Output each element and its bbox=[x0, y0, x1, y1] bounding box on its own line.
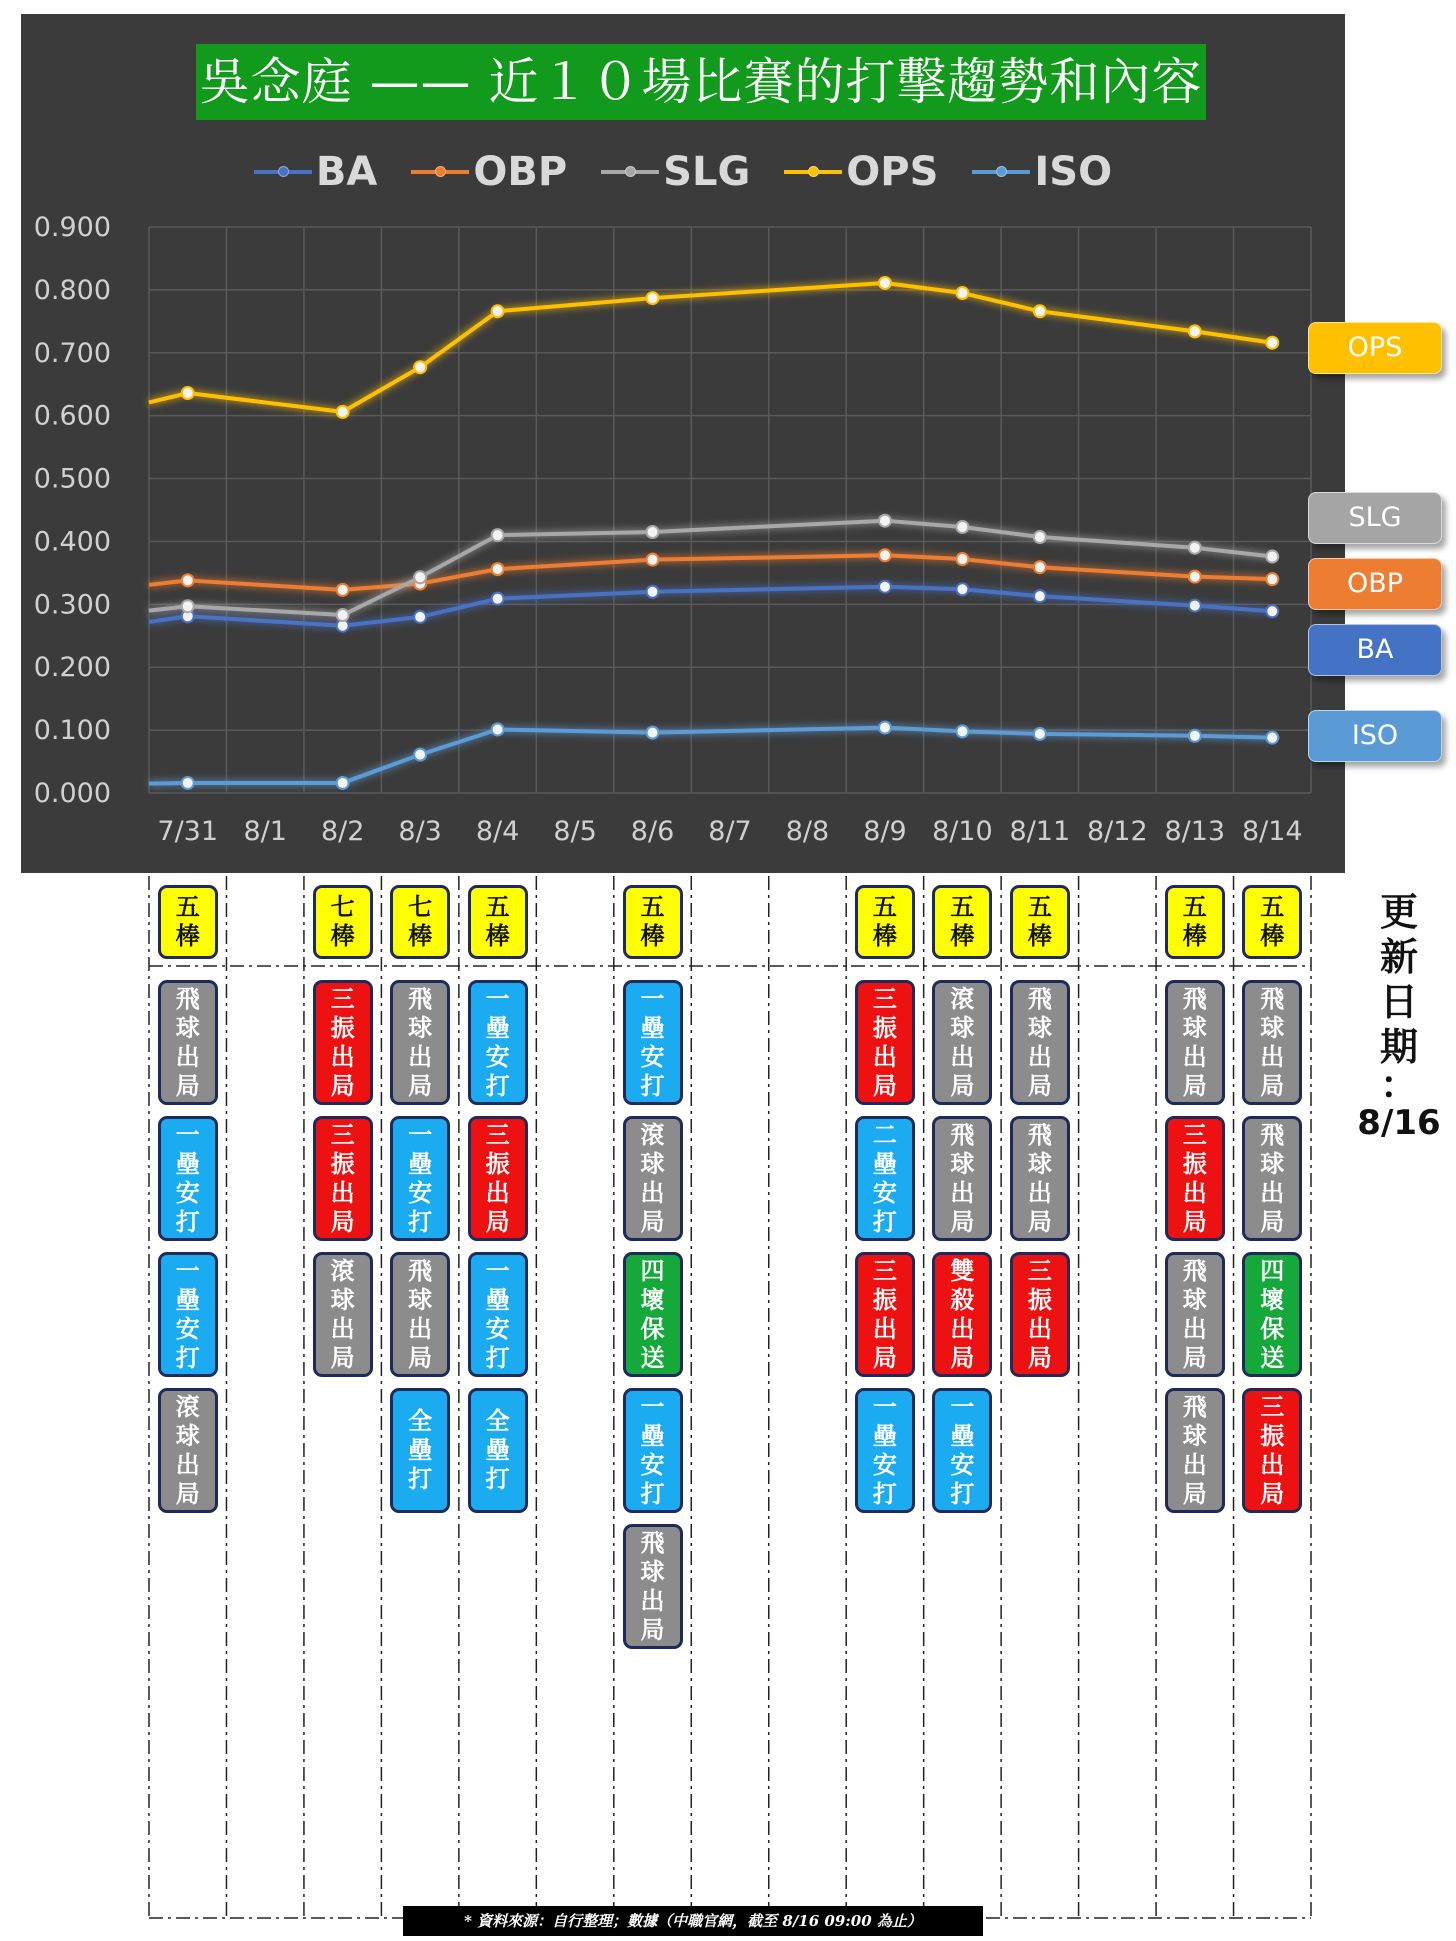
batting-order-badge: 五 棒 bbox=[1010, 885, 1070, 959]
legend-label: OBP bbox=[473, 149, 568, 195]
legend-label: BA bbox=[315, 149, 378, 195]
x-tick-label: 8/6 bbox=[630, 816, 675, 847]
update-date-colon: ： bbox=[1379, 1063, 1418, 1107]
y-tick-label: 0.500 bbox=[33, 463, 111, 495]
at-bat-result-badge: 滾 球 出 局 bbox=[623, 1116, 683, 1241]
batting-order-badge: 七 棒 bbox=[313, 885, 373, 959]
at-bat-result-badge: 飛 球 出 局 bbox=[1010, 980, 1070, 1105]
x-tick-label: 8/11 bbox=[1009, 816, 1071, 847]
at-bat-result-badge: 雙 殺 出 局 bbox=[932, 1252, 992, 1377]
y-tick-label: 0.700 bbox=[33, 337, 111, 369]
x-tick-label: 8/5 bbox=[553, 816, 597, 847]
at-bat-result-badge: 飛 球 出 局 bbox=[1010, 1116, 1070, 1241]
at-bat-result-badge: 三 振 出 局 bbox=[855, 1252, 915, 1377]
y-tick-label: 0.200 bbox=[33, 652, 111, 684]
at-bat-result-badge: 四 壞 保 送 bbox=[623, 1252, 683, 1377]
at-bat-result-badge: 一 壘 安 打 bbox=[855, 1388, 915, 1513]
end-label-iso: ISO bbox=[1308, 710, 1442, 762]
x-tick-label: 8/8 bbox=[785, 816, 830, 847]
source-note: * 資料來源：自行整理；數據（中職官網，截至 8/16 09:00 為止） bbox=[403, 1906, 983, 1936]
at-bat-result-badge: 三 振 出 局 bbox=[1242, 1388, 1302, 1513]
batting-order-badge: 五 棒 bbox=[1242, 885, 1302, 959]
at-bat-result-badge: 一 壘 安 打 bbox=[623, 980, 683, 1105]
chart-title: 吳念庭 —— 近１０場比賽的打擊趨勢和內容 bbox=[196, 44, 1206, 120]
update-date-label: 更 新 日 期 bbox=[1379, 890, 1418, 1069]
batting-order-badge: 五 棒 bbox=[623, 885, 683, 959]
at-bat-result-badge: 三 振 出 局 bbox=[468, 1116, 528, 1241]
legend-label: ISO bbox=[1034, 149, 1113, 195]
batting-order-badge: 五 棒 bbox=[158, 885, 218, 959]
at-bat-result-badge: 飛 球 出 局 bbox=[158, 980, 218, 1105]
at-bat-result-badge: 一 壘 安 打 bbox=[623, 1388, 683, 1513]
at-bat-result-badge: 滾 球 出 局 bbox=[158, 1388, 218, 1513]
batting-order-badge: 七 棒 bbox=[390, 885, 450, 959]
x-tick-label: 8/9 bbox=[863, 816, 907, 847]
at-bat-result-badge: 飛 球 出 局 bbox=[1242, 980, 1302, 1105]
at-bat-result-badge: 飛 球 出 局 bbox=[1165, 980, 1225, 1105]
end-label-slg: SLG bbox=[1308, 492, 1442, 544]
at-bat-result-badge: 飛 球 出 局 bbox=[932, 1116, 992, 1241]
at-bat-result-badge: 一 壘 安 打 bbox=[468, 980, 528, 1105]
at-bat-result-badge: 三 振 出 局 bbox=[1165, 1116, 1225, 1241]
batting-order-badge: 五 棒 bbox=[932, 885, 992, 959]
at-bat-result-badge: 一 壘 安 打 bbox=[390, 1116, 450, 1241]
y-tick-label: 0.900 bbox=[33, 212, 111, 243]
at-bat-result-badge: 一 壘 安 打 bbox=[932, 1388, 992, 1513]
legend-label: SLG bbox=[663, 149, 751, 195]
at-bat-result-badge: 三 振 出 局 bbox=[855, 980, 915, 1105]
at-bat-result-badge: 三 振 出 局 bbox=[313, 980, 373, 1105]
x-tick-label: 8/4 bbox=[475, 816, 520, 847]
y-tick-label: 0.000 bbox=[33, 778, 111, 809]
at-bat-result-badge: 飛 球 出 局 bbox=[390, 1252, 450, 1377]
at-bat-result-badge: 滾 球 出 局 bbox=[932, 980, 992, 1105]
end-label-ba: BA bbox=[1308, 624, 1442, 676]
y-tick-label: 0.300 bbox=[33, 589, 111, 621]
update-date bbox=[1354, 890, 1444, 1146]
at-bat-result-badge: 滾 球 出 局 bbox=[313, 1252, 373, 1377]
x-tick-label: 8/2 bbox=[320, 816, 365, 847]
at-bat-result-badge: 飛 球 出 局 bbox=[1165, 1252, 1225, 1377]
x-tick-label: 7/31 bbox=[157, 816, 219, 847]
y-tick-label: 0.100 bbox=[33, 715, 111, 747]
x-tick-label: 8/7 bbox=[708, 816, 752, 847]
batting-order-badge: 五 棒 bbox=[468, 885, 528, 959]
end-label-ops: OPS bbox=[1308, 322, 1442, 374]
at-bat-result-badge: 一 壘 安 打 bbox=[158, 1116, 218, 1241]
update-date-value: 8/16 bbox=[1357, 1103, 1441, 1143]
at-bat-result-badge: 三 振 出 局 bbox=[1010, 1252, 1070, 1377]
legend-label: OPS bbox=[846, 149, 939, 195]
at-bat-result-badge: 三 振 出 局 bbox=[313, 1116, 373, 1241]
at-bat-result-badge: 二 壘 安 打 bbox=[855, 1116, 915, 1241]
x-tick-label: 8/3 bbox=[398, 816, 442, 847]
at-bat-result-badge: 飛 球 出 局 bbox=[390, 980, 450, 1105]
at-bat-result-badge: 飛 球 出 局 bbox=[1165, 1388, 1225, 1513]
at-bat-result-badge: 全 壘 打 bbox=[390, 1388, 450, 1513]
y-tick-label: 0.400 bbox=[33, 526, 111, 558]
at-bat-result-badge: 飛 球 出 局 bbox=[623, 1524, 683, 1649]
at-bat-result-badge: 一 壘 安 打 bbox=[158, 1252, 218, 1377]
y-tick-label: 0.800 bbox=[33, 274, 111, 306]
at-bat-result-badge: 四 壞 保 送 bbox=[1242, 1252, 1302, 1377]
at-bat-result-badge: 飛 球 出 局 bbox=[1242, 1116, 1302, 1241]
batting-order-badge: 五 棒 bbox=[1165, 885, 1225, 959]
x-tick-label: 8/13 bbox=[1164, 816, 1226, 847]
x-tick-label: 8/1 bbox=[243, 816, 287, 847]
at-bat-result-badge: 一 壘 安 打 bbox=[468, 1252, 528, 1377]
y-tick-label: 0.600 bbox=[33, 400, 111, 432]
at-bat-result-badge: 全 壘 打 bbox=[468, 1388, 528, 1513]
x-tick-label: 8/10 bbox=[932, 816, 993, 847]
batting-order-badge: 五 棒 bbox=[855, 885, 915, 959]
x-tick-label: 8/14 bbox=[1241, 816, 1303, 847]
end-label-obp: OBP bbox=[1308, 558, 1442, 610]
x-tick-label: 8/12 bbox=[1087, 816, 1148, 847]
